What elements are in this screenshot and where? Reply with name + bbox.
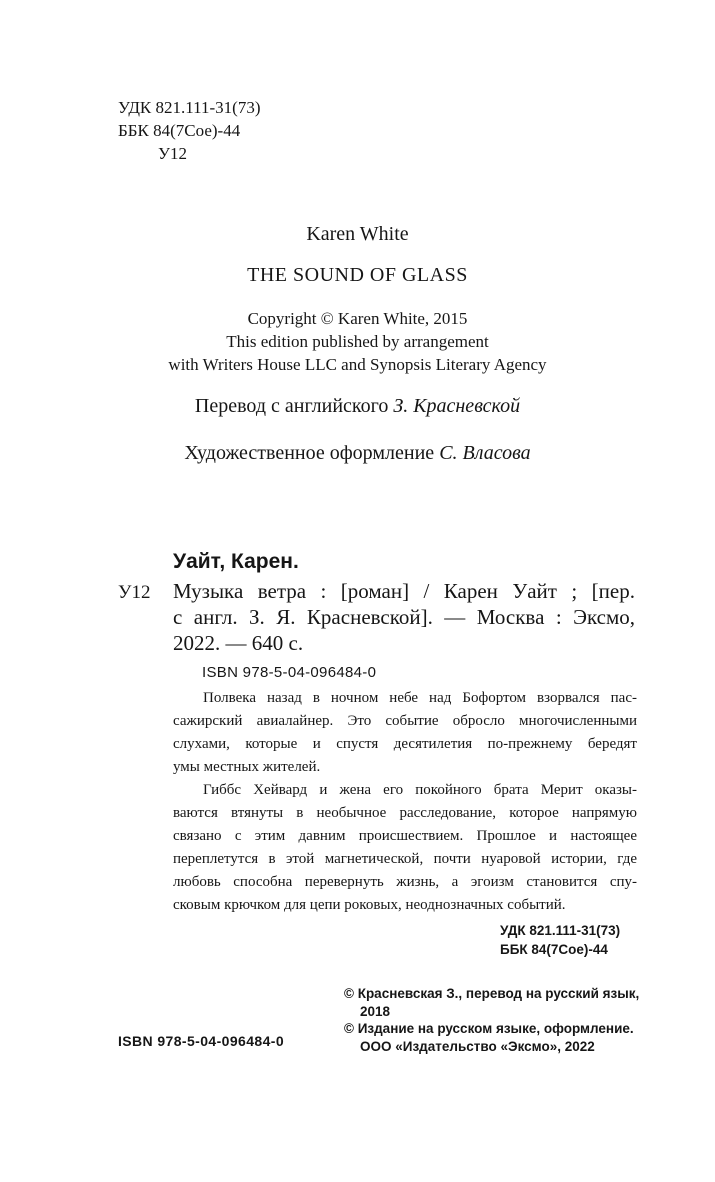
- annotation: [173, 687, 637, 917]
- bibliographic-record: [173, 578, 635, 656]
- annotation-line: Полвека назад в ночном небе над Бофортом взорвался пас-: [203, 690, 637, 706]
- annotation-line: переплетутся в этой магнетической, почти нуаровой истории, где: [173, 851, 637, 867]
- translation-label: Перевод с английского: [194, 395, 389, 417]
- classification-codes: [118, 96, 260, 165]
- bibliographic-line: 2022. — 640 с.: [173, 631, 304, 655]
- original-copyright: Copyright © Karen White, 2015: [247, 309, 468, 328]
- annotation-line: ваются втянуты в необычное расследование, которое напрямую: [173, 805, 637, 821]
- bbk-code: ББК 84(7Сое)-44: [118, 121, 241, 140]
- annotation-line: связано с этим давним происшествием. Прошлое и настоящее: [173, 828, 637, 844]
- annotation-line: слухами, которые и спустя десятилетия по-прежнему бередят: [173, 736, 637, 752]
- edition-copyright: © Издание на русском языке, оформление.: [344, 1021, 634, 1036]
- bibliographic-line: Музыка ветра : [роман] / Карен Уайт ; [пер.: [173, 579, 635, 603]
- bibliographic-line: с англ. З. Я. Красневской]. — Москва : Эксмо,: [173, 605, 635, 629]
- rights-block: [0, 307, 715, 376]
- annotation-line: Гиббс Хейвард и жена его покойного брата Мерит оказы-: [203, 782, 637, 798]
- translation-copyright: © Красневская З., перевод на русский язык,: [344, 986, 640, 1001]
- annotation-line: сажирский авиалайнер. Это событие обросло многочисленными: [173, 713, 637, 729]
- bibliographic-isbn: ISBN 978-5-04-096484-0: [202, 664, 377, 681]
- annotation-line: сковым крючком для цепи роковых, неоднозначных событий.: [173, 897, 566, 913]
- bibliographic-index-code: У12: [118, 582, 151, 603]
- bibliographic-author: Уайт, Карен.: [173, 550, 299, 573]
- annotation-line: умы местных жителей.: [173, 759, 321, 775]
- author-code: У12: [158, 144, 188, 163]
- publisher-copyright: ООО «Издательство «Эксмо», 2022: [360, 1038, 595, 1054]
- translator-name: З. Красневской: [393, 395, 521, 417]
- edition-note: This edition published by arrangement: [226, 332, 489, 351]
- original-title: THE SOUND OF GLASS: [247, 264, 468, 286]
- design-label: Художественное оформление: [184, 442, 435, 464]
- annotation-line: любовь способна перевернуть жизнь, а эгоизм становится спу-: [173, 874, 637, 890]
- footer-isbn: ISBN 978-5-04-096484-0: [118, 1033, 285, 1049]
- agency-note: with Writers House LLC and Synopsis Literary Agency: [168, 355, 547, 374]
- translation-copyright-year: 2018: [360, 1003, 391, 1019]
- copyright-notices: [344, 985, 639, 1055]
- udk-code: УДК 821.111-31(73): [118, 98, 261, 117]
- footer-bbk: ББК 84(7Сое)-44: [500, 942, 608, 957]
- footer-classification: [500, 921, 620, 959]
- design-credit: [0, 442, 715, 465]
- translation-credit: [0, 395, 715, 418]
- footer-udk: УДК 821.111-31(73): [500, 923, 621, 938]
- original-author: Karen White: [306, 223, 409, 245]
- designer-name: С. Власова: [439, 442, 531, 464]
